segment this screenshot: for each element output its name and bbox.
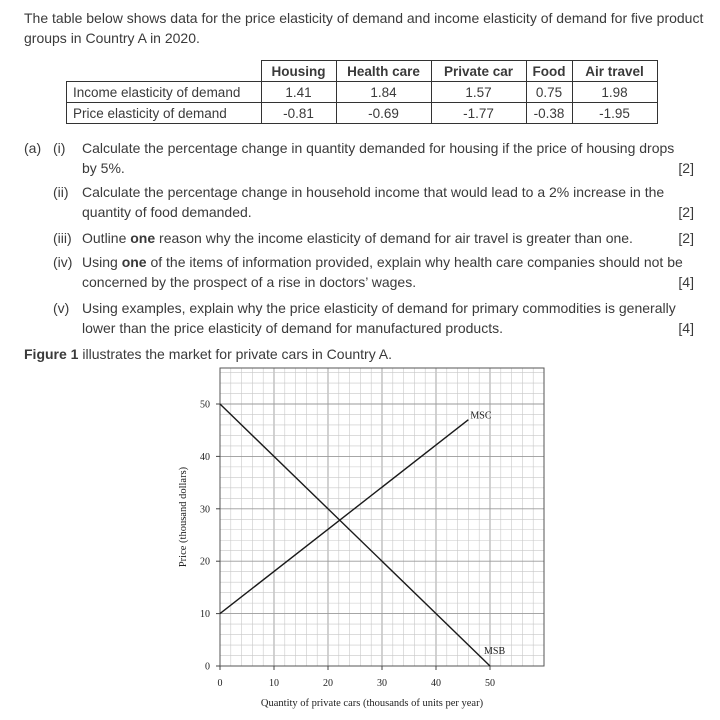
table-cell: -0.38 bbox=[526, 103, 572, 124]
table-cell: -0.81 bbox=[261, 103, 336, 124]
x-tick-label: 20 bbox=[323, 678, 333, 689]
x-tick-label: 50 bbox=[485, 678, 495, 689]
column-header: Housing bbox=[261, 61, 336, 82]
question-number: (v) bbox=[53, 300, 70, 316]
y-tick-label: 10 bbox=[200, 609, 210, 621]
series-line-msb bbox=[220, 404, 490, 666]
table-cell: 1.98 bbox=[572, 82, 657, 103]
question-number: (iv) bbox=[53, 254, 73, 270]
question-text: concerned by the prospect of a rise in doctors’ wages. bbox=[82, 274, 417, 290]
y-tick-label: 50 bbox=[200, 399, 210, 411]
question-number: (iii) bbox=[53, 230, 72, 246]
table-cell: 0.75 bbox=[526, 82, 572, 103]
column-header: Health care bbox=[336, 61, 431, 82]
y-tick-label: 20 bbox=[200, 556, 210, 568]
question-text: Using examples, explain why the price elasticity of demand for primary commodities is generally bbox=[82, 300, 676, 316]
question-text: Calculate the percentage change in household income that would lead to a 2% increase in the bbox=[82, 184, 665, 200]
table-cell: 1.57 bbox=[431, 82, 526, 103]
question-number: (i) bbox=[53, 140, 66, 156]
column-header: Air travel bbox=[572, 61, 657, 82]
x-tick-label: 40 bbox=[431, 678, 441, 689]
question-number: (ii) bbox=[53, 184, 69, 200]
x-axis-label: Quantity of private cars (thousands of units per year) bbox=[260, 698, 484, 709]
question-text: by 5%. bbox=[82, 160, 125, 176]
part-label: (a) bbox=[24, 140, 42, 156]
figure-caption: Figure 1 illustrates the market for private cars in Country A. bbox=[24, 346, 393, 362]
x-tick-label: 30 bbox=[377, 678, 387, 689]
series-label: MSC bbox=[470, 410, 492, 422]
question-text: Calculate the percentage change in quantity demanded for housing if the price of housing drops bbox=[82, 140, 675, 156]
marks: [2] bbox=[678, 160, 694, 176]
row-label: Price elasticity of demand bbox=[67, 103, 262, 124]
x-tick-label: 10 bbox=[269, 678, 279, 689]
question-text: quantity of food demanded. bbox=[82, 204, 252, 220]
marks: [2] bbox=[678, 230, 694, 246]
series-label: MSB bbox=[484, 646, 506, 657]
marks: [4] bbox=[678, 320, 694, 336]
table-cell: -0.69 bbox=[336, 103, 431, 124]
y-tick-label: 30 bbox=[200, 504, 210, 516]
marks: [2] bbox=[678, 204, 694, 220]
column-header: Private car bbox=[431, 61, 526, 82]
question-iii: Outline one reason why the income elasticity of demand for air travel is greater than one. [2] bbox=[82, 230, 694, 246]
intro-text: The table below shows data for the price elasticity of demand and income elasticity of demand for five product groups in Country A in 2020. bbox=[24, 10, 704, 46]
marks: [4] bbox=[678, 274, 694, 290]
question-iv: Using one of the items of information provided, explain why health care companies should not be concerned by the prospect of a rise in doctors’ wages. [4] bbox=[82, 254, 694, 290]
x-tick-label: 0 bbox=[217, 678, 223, 689]
table-cell: -1.77 bbox=[431, 103, 526, 124]
table-cell: 1.41 bbox=[261, 82, 336, 103]
table-cell: 1.84 bbox=[336, 82, 431, 103]
series-line-msc bbox=[220, 420, 468, 614]
y-tick-label: 40 bbox=[200, 451, 210, 463]
table-cell: -1.95 bbox=[572, 103, 657, 124]
column-header: Food bbox=[526, 61, 572, 82]
row-label: Income elasticity of demand bbox=[67, 82, 262, 103]
y-axis-label: Price (thousand dollars) bbox=[178, 466, 189, 568]
question-text: lower than the price elasticity of demand for manufactured products. bbox=[82, 320, 503, 336]
y-tick-label: 0 bbox=[205, 661, 210, 673]
